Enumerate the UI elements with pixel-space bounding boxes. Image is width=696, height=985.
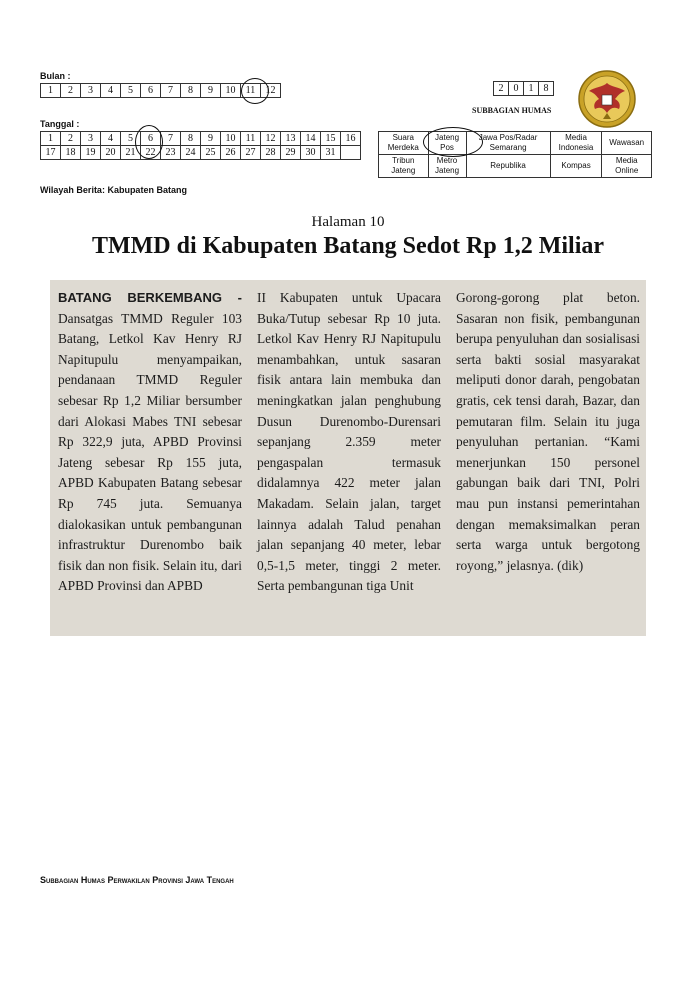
month-cell: 10	[221, 84, 241, 98]
day-cell: 2	[61, 132, 81, 146]
wilayah-berita: Wilayah Berita: Kabupaten Batang	[40, 185, 187, 195]
day-cell: 23	[161, 146, 181, 160]
paper-metro-jateng: Metro Jateng	[428, 155, 466, 178]
day-cell: 1	[41, 132, 61, 146]
day-cell: 28	[261, 146, 281, 160]
month-grid	[40, 83, 281, 98]
article-column-2	[257, 288, 441, 597]
newspaper-clipping	[50, 280, 646, 636]
article-title: TMMD di Kabupaten Batang Sedot Rp 1,2 Miliar	[91, 233, 605, 259]
year-grid	[493, 81, 554, 96]
paper-kompas: Kompas	[550, 155, 602, 178]
day-cell: 12	[261, 132, 281, 146]
month-cell: 11	[241, 84, 261, 98]
paper-suara-merdeka: Suara Merdeka	[379, 132, 429, 155]
article-column-3	[456, 288, 640, 576]
day-cell: 7	[161, 132, 181, 146]
day-cell: 3	[81, 132, 101, 146]
day-cell: 11	[241, 132, 261, 146]
column-2-text: II Kabupaten untuk Upacara Buka/Tutup sebesar Rp 10 juta. Letkol Kav Henry RJ Napitupulu menambahkan, untuk sasaran fisik antara lain membuka dan meningkatkan jalan penghubung Dusun Durenombo-Durensari sepanjang 2.359 meter pengaspalan termasuk didalamnya 422 meter jalan Makadam. Selain jalan, target lainnya adalah Talud penahan jalan sepanjang 40 meter, lebar 0,5-1,5 meter, tinggi 2 meter. Serta pembangunan tiga Unit	[257, 290, 441, 594]
month-cell: 2	[61, 84, 81, 98]
day-cell: 20	[101, 146, 121, 160]
year-digit-cell: 2	[494, 82, 509, 96]
column-3-text: Gorong-gorong plat beton. Sasaran non fisik, pembangunan berupa penyuluhan dan sosialisasi serta bakti sosial masyarakat meliputi donor darah, pengobatan gratis, cek tensi darah, Bazar, dan pemutaran film. Selain itu juga penyuluhan pertanian. “Kami menerjunkan 150 personel gabungan baik dari TNI, Polri mau pun instansi pemerintahan dengan memaksimalkan peran serta warga untuk bergotong royong,” jelasnya. (dik)	[456, 290, 640, 573]
page-number: Halaman 10	[311, 214, 385, 230]
article-column-1	[58, 288, 242, 597]
day-cell: 31	[321, 146, 341, 160]
column-1-text: Dansatgas TMMD Reguler 103 Batang, Letkol Kav Henry RJ Napitupulu menyampaikan, pendanaan TMMD Reguler sebesar Rp 1,2 Miliar bersumber dari Alokasi Mabes TNI sebesar Rp 322,9 juta, APBD Provinsi Jateng sebesar Rp 155 juta, APBD Kabupaten Batang sebesar Rp 745 juta. Semuanya dialokasikan untuk pembangunan infrastruktur Durenombo baik fisik dan non fisik. Selain itu, dari APBD Provinsi dan APBD	[58, 310, 242, 594]
paper-republika: Republika	[466, 155, 550, 178]
day-cell: 8	[181, 132, 201, 146]
day-cell: 30	[301, 146, 321, 160]
year-digit-cell: 0	[509, 82, 524, 96]
month-cell: 8	[181, 84, 201, 98]
day-cell: 14	[301, 132, 321, 146]
day-cell: 13	[281, 132, 301, 146]
day-cell: 9	[201, 132, 221, 146]
footer-org: Subbagian Humas Perwakilan Provinsi Jawa Tengah	[40, 875, 234, 885]
month-cell: 1	[41, 84, 61, 98]
paper-tribun-jateng: Tribun Jateng	[379, 155, 429, 178]
day-cell: 10	[221, 132, 241, 146]
day-cell: 4	[101, 132, 121, 146]
day-cell: 25	[201, 146, 221, 160]
month-cell: 7	[161, 84, 181, 98]
day-cell: 27	[241, 146, 261, 160]
bulan-label: Bulan :	[40, 71, 71, 81]
day-cell: 26	[221, 146, 241, 160]
day-cell: 15	[321, 132, 341, 146]
day-cell: 6	[141, 132, 161, 146]
day-cell: 21	[121, 146, 141, 160]
year-digit-cell: 1	[524, 82, 539, 96]
day-cell: 16	[341, 132, 361, 146]
tanggal-label: Tanggal :	[40, 119, 80, 129]
paper-jateng-pos: Jateng Pos	[428, 132, 466, 155]
paper-media-online: Media Online	[602, 155, 652, 178]
day-cell: 5	[121, 132, 141, 146]
month-cell: 4	[101, 84, 121, 98]
month-cell: 12	[261, 84, 281, 98]
day-cell: 22	[141, 146, 161, 160]
newspaper-grid	[378, 131, 652, 178]
day-cell: 17	[41, 146, 61, 160]
subbagian-humas-label: SUBBAGIAN HUMAS	[472, 106, 552, 115]
day-cell: 29	[281, 146, 301, 160]
month-cell: 3	[81, 84, 101, 98]
paper-media-indonesia: Media Indonesia	[550, 132, 602, 155]
day-cell: 24	[181, 146, 201, 160]
day-cell: 18	[61, 146, 81, 160]
month-cell: 9	[201, 84, 221, 98]
paper-wawasan: Wawasan	[602, 132, 652, 155]
month-cell: 5	[121, 84, 141, 98]
day-cell	[341, 146, 361, 160]
month-cell: 6	[141, 84, 161, 98]
year-digit-cell: 8	[539, 82, 554, 96]
paper-jawa-pos: Jawa Pos/Radar Semarang	[466, 132, 550, 155]
article-lead: BATANG BERKEMBANG -	[58, 290, 242, 305]
garuda-emblem-icon	[577, 69, 637, 129]
day-grid	[40, 131, 361, 160]
day-cell: 19	[81, 146, 101, 160]
